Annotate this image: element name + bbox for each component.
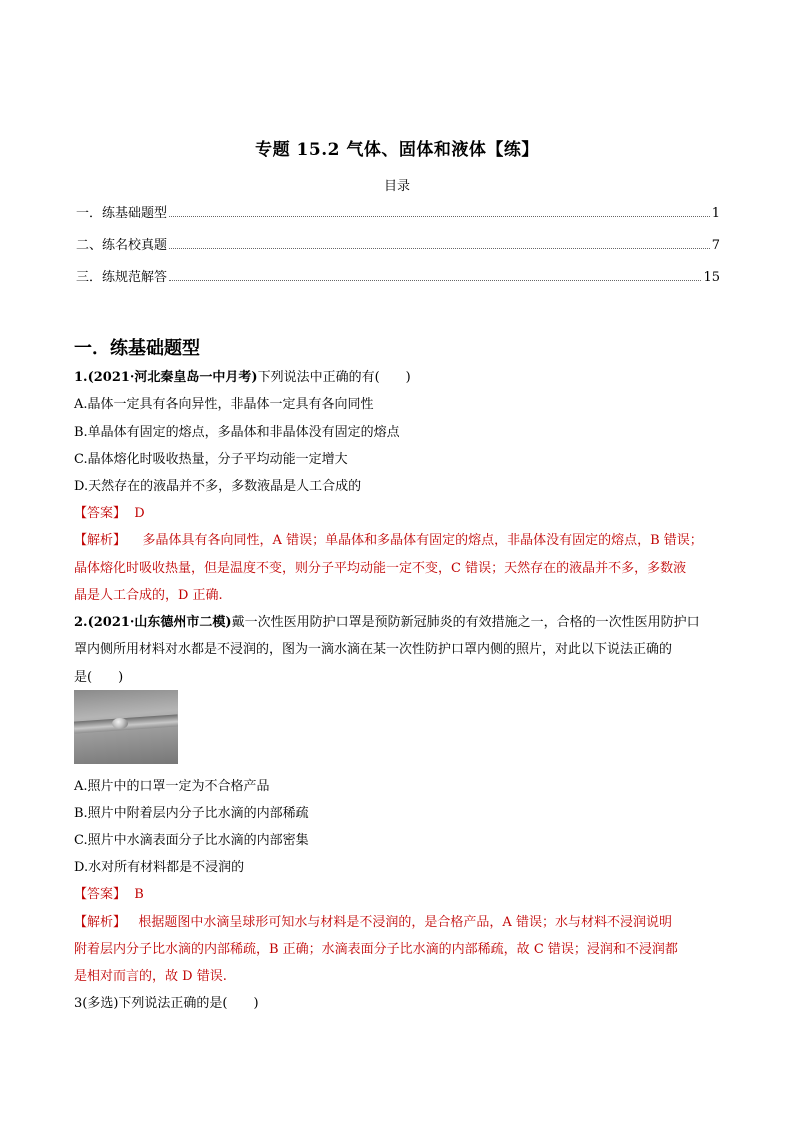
question-2-stem (74, 611, 724, 630)
page-title: 专题 15.2 气体、固体和液体【练】 (255, 140, 539, 160)
option-d: D.水对所有材料都是不浸润的 (74, 860, 245, 875)
analysis-line (74, 911, 724, 930)
option-a: A.晶体一定具有各向异性，非晶体一定具有各向同性 (74, 397, 374, 412)
toc-entry-label: 一．练基础题型 (76, 206, 168, 221)
toc-entry-page: 15 (703, 270, 720, 285)
question-text: 下列说法中正确的有( ) (257, 370, 411, 385)
toc-heading: 目录 (383, 179, 410, 194)
toc-entry-label: 二、练名校真题 (76, 238, 168, 253)
section-heading: 一．练基础题型 (74, 338, 200, 359)
answer-value: B (134, 887, 144, 902)
toc-entry[interactable] (76, 203, 720, 221)
option-a: A.照片中的口罩一定为不合格产品 (74, 779, 270, 794)
question-3-stem: 3(多选)下列说法正确的是( ) (74, 996, 259, 1011)
option-b: B.照片中附着层内分子比水滴的内部稀疏 (74, 806, 309, 821)
analysis-line (74, 529, 724, 548)
answer-line (74, 883, 724, 902)
water-droplet-photo (74, 690, 178, 764)
option-d: D.天然存在的液晶并不多，多数液晶是人工合成的 (74, 479, 362, 494)
option-c: C.照片中水滴表面分子比水滴的内部密集 (74, 833, 309, 848)
answer-value: D (134, 506, 145, 521)
question-source: 1.(2021·河北秦皇岛一中月考) (74, 370, 258, 385)
toc-entry-page: 7 (711, 238, 720, 253)
toc-leader (169, 216, 710, 217)
question-source: 2.(2021·山东德州市二模) (74, 615, 232, 630)
toc-leader (169, 280, 701, 281)
analysis-line: 是相对而言的，故 D 错误. (74, 969, 227, 984)
analysis-line: 附着层内分子比水滴的内部稀疏，B 正确；水滴表面分子比水滴的内部稀疏，故 C 错误；浸润和不浸润都 (74, 942, 678, 957)
option-b: B.单晶体有固定的熔点，多晶体和非晶体没有固定的熔点 (74, 425, 400, 440)
toc-entry-label: 三．练规范解答 (76, 270, 168, 285)
analysis-text: 根据题图中水滴呈球形可知水与材料是不浸润的，是合格产品，A 错误；水与材料不浸润说明 (138, 915, 672, 930)
answer-tag: 【答案】 (74, 506, 127, 521)
analysis-tag: 【解析】 (74, 533, 127, 548)
toc-entry[interactable] (76, 267, 720, 285)
analysis-tag: 【解析】 (74, 915, 127, 930)
answer-tag: 【答案】 (74, 887, 127, 902)
toc-leader (169, 248, 710, 249)
toc-entry[interactable] (76, 235, 720, 253)
toc-entry-page: 1 (711, 206, 720, 221)
question-text: 是( ) (74, 670, 124, 685)
analysis-line: 晶是人工合成的，D 正确. (74, 588, 223, 603)
analysis-text: 多晶体具有各向同性，A 错误；单晶体和多晶体有固定的熔点，非晶体没有固定的熔点，B 错误； (142, 533, 703, 548)
option-c: C.晶体熔化时吸收热量，分子平均动能一定增大 (74, 452, 348, 467)
water-droplet (112, 718, 128, 729)
analysis-line: 晶体熔化时吸收热量，但是温度不变，则分子平均动能一定不变，C 错误；天然存在的液晶并不多，多数液 (74, 561, 687, 576)
answer-line (74, 502, 724, 521)
question-text: 罩内侧所用材料对水都是不浸润的，图为一滴水滴在某一次性防护口罩内侧的照片，对此以下说法正确的 (74, 642, 673, 657)
question-1-stem (74, 366, 724, 385)
question-text: 戴一次性医用防护口罩是预防新冠肺炎的有效措施之一，合格的一次性医用防护口 (231, 615, 700, 630)
